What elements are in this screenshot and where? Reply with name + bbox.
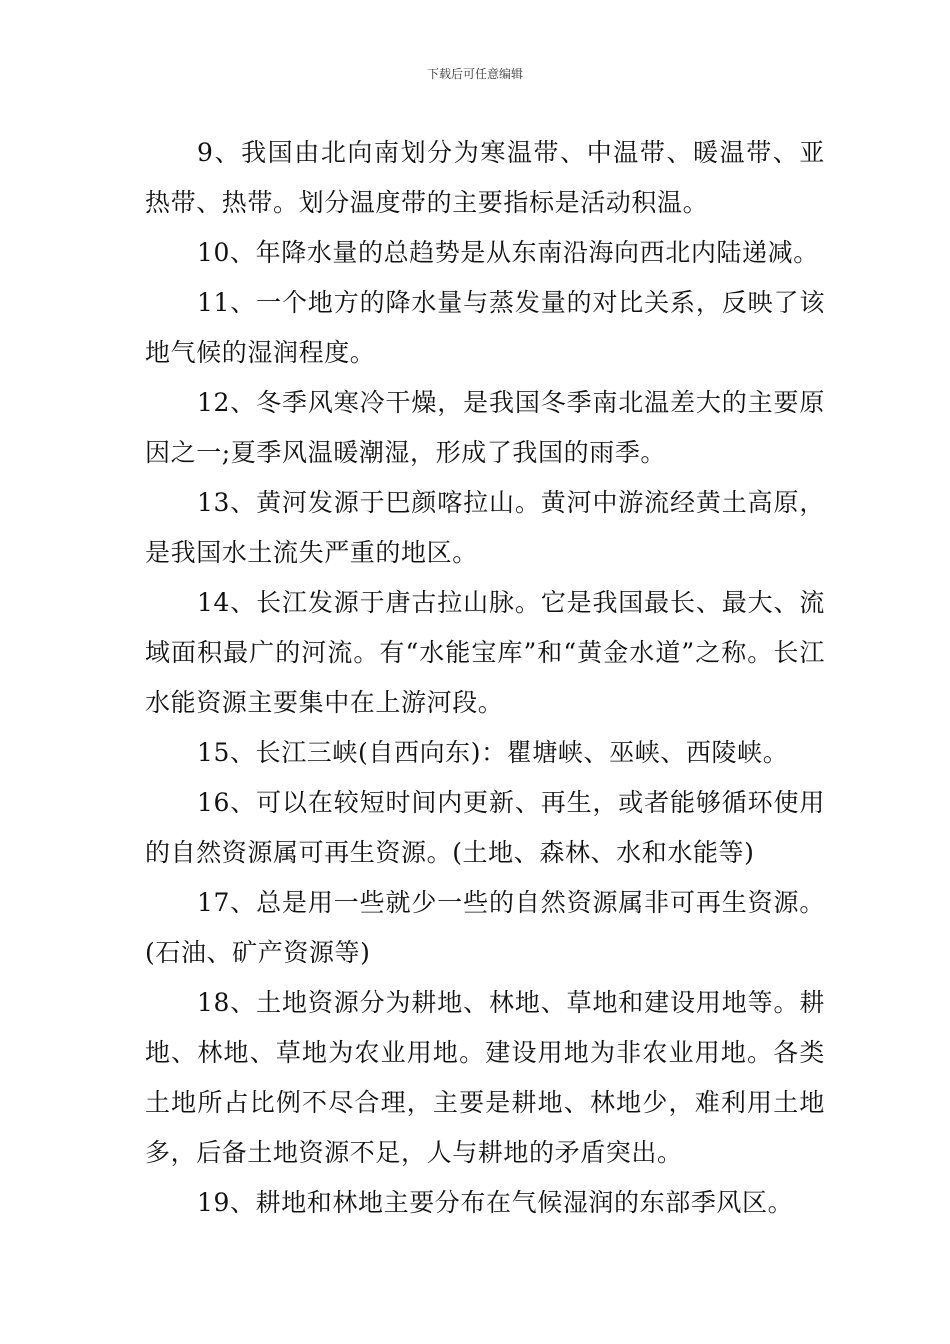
paragraph-11: 11、一个地方的降水量与蒸发量的对比关系，反映了该地气候的湿润程度。 <box>145 288 825 367</box>
document-body <box>145 128 825 1228</box>
page-header-note: 下载后可任意编辑 <box>426 67 523 81</box>
paragraph-15: 15、长江三峡(自西向东)：瞿塘峡、巫峡、西陵峡。 <box>197 738 789 767</box>
paragraph-16: 16、可以在较短时间内更新、再生，或者能够循环使用的自然资源属可再生资源。(土地、森林、水和水能等) <box>145 788 825 867</box>
paragraph-13: 13、黄河发源于巴颜喀拉山。黄河中游流经黄土高原，是我国水土流失严重的地区。 <box>145 488 825 567</box>
paragraph-10: 10、年降水量的总趋势是从东南沿海向西北内陆递减。 <box>197 238 819 267</box>
paragraph-9: 9、我国由北向南划分为寒温带、中温带、暖温带、亚热带、热带。划分温度带的主要指标是活动积温。 <box>145 138 825 217</box>
paragraph-18: 18、土地资源分为耕地、林地、草地和建设用地等。耕地、林地、草地为农业用地。建设用地为非农业用地。各类土地所占比例不尽合理，主要是耕地、林地少，难利用土地多，后备土地资源不足，人与耕地的矛盾突出。 <box>145 988 825 1167</box>
paragraph-17: 17、总是用一些就少一些的自然资源属非可再生资源。(石油、矿产资源等) <box>145 888 825 967</box>
paragraph-12: 12、冬季风寒冷干燥，是我国冬季南北温差大的主要原因之一;夏季风温暖潮湿，形成了我国的雨季。 <box>145 388 825 467</box>
paragraph-19: 19、耕地和林地主要分布在气候湿润的东部季风区。 <box>197 1188 794 1217</box>
paragraph-14: 14、长江发源于唐古拉山脉。它是我国最长、最大、流域面积最广的河流。有“水能宝库”和“黄金水道”之称。长江水能资源主要集中在上游河段。 <box>145 588 825 717</box>
